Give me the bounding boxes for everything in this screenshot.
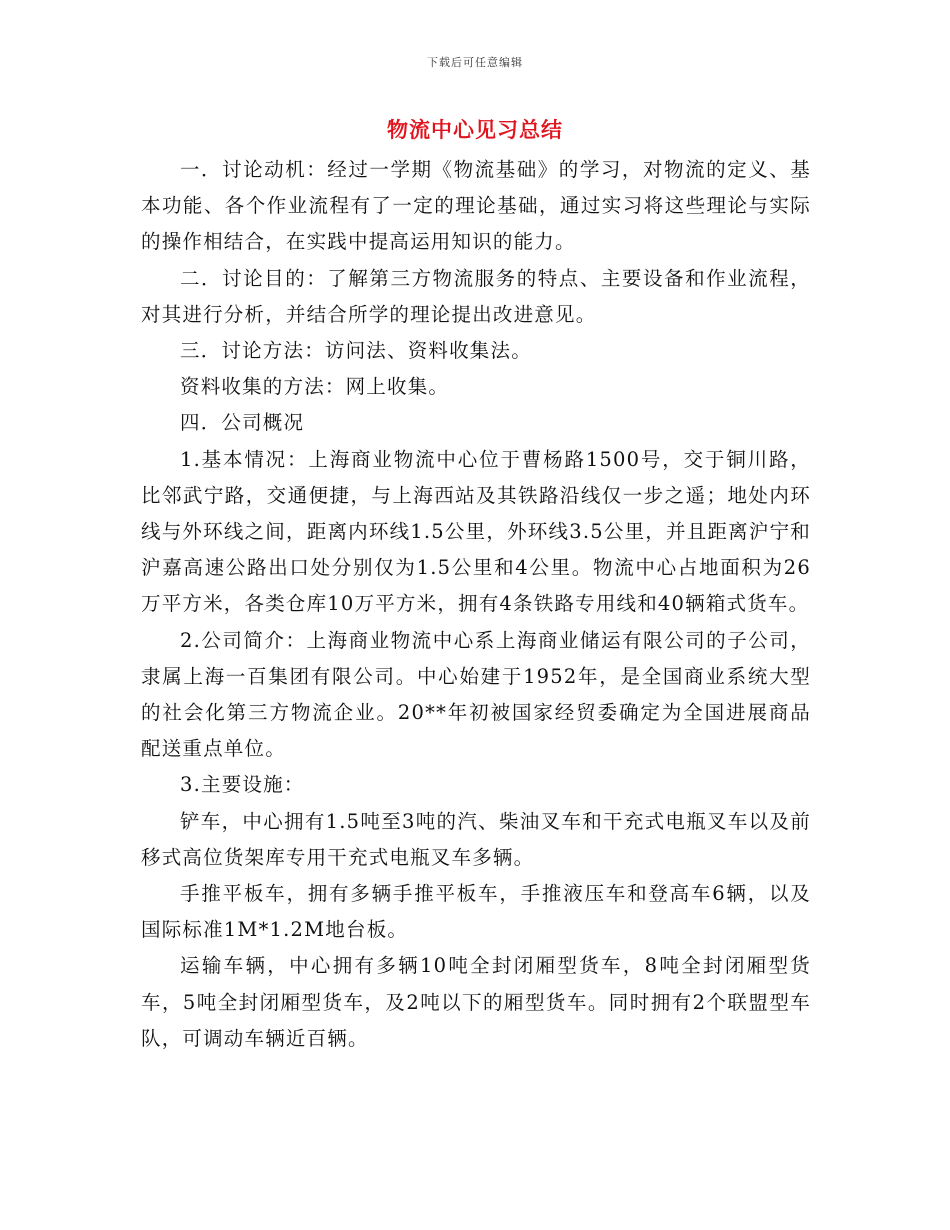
document-body	[141, 152, 811, 1057]
paragraph-research-method: 三．讨论方法：访问法、资料收集法。	[180, 339, 532, 363]
paragraph-company-overview-heading: 四．公司概况	[180, 411, 305, 435]
paragraph-research-motivation: 一．讨论动机：经过一学期《物流基础》的学习，对物流的定义、基本功能、各个作业流程有了一定的理论基础，通过实习将这些理论与实际的操作相结合，在实践中提高运用知识的能力。	[141, 158, 811, 254]
paragraph-forklifts: 铲车，中心拥有1.5吨至3吨的汽、柴油叉车和干充式电瓶叉车以及前移式高位货架库专用干充式电瓶叉车多辆。	[141, 809, 811, 869]
paragraph-company-profile: 2.公司简介：上海商业物流中心系上海商业储运有限公司的子公司，隶属上海一百集团有限公司。中心始建于1952年，是全国商业系统大型的社会化第三方物流企业。20**年初被国家经贸委确定为全国进展商品配送重点单位。	[141, 628, 811, 761]
paragraph-hand-carts: 手推平板车，拥有多辆手推平板车，手推液压车和登高车6辆，以及国际标准1M*1.2M地台板。	[141, 882, 811, 942]
paragraph-main-facilities-heading: 3.主要设施：	[180, 773, 305, 797]
document-title: 物流中心见习总结	[387, 117, 563, 142]
paragraph-basic-situation: 1.基本情况：上海商业物流中心位于曹杨路1500号，交于铜川路，比邻武宁路，交通便捷，与上海西站及其铁路沿线仅一步之遥；地处内环线与外环线之间，距离内环线1.5公里，外环线3.5公里，并且距离沪宁和沪嘉高速公路出口处分别仅为1.5公里和4公里。物流中心占地面积为26万平方米，各类仓库10万平方米，拥有4条铁路专用线和40辆箱式货车。	[141, 447, 811, 616]
paragraph-research-purpose: 二．讨论目的：了解第三方物流服务的特点、主要设备和作业流程，对其进行分析，并结合所学的理论提出改进意见。	[141, 266, 811, 326]
header-note: 下载后可任意编辑	[427, 56, 523, 69]
paragraph-transport-vehicles: 运输车辆，中心拥有多辆10吨全封闭厢型货车，8吨全封闭厢型货车，5吨全封闭厢型货车，及2吨以下的厢型货车。同时拥有2个联盟型车队，可调动车辆近百辆。	[141, 954, 811, 1050]
paragraph-data-collection: 资料收集的方法：网上收集。	[180, 375, 450, 399]
